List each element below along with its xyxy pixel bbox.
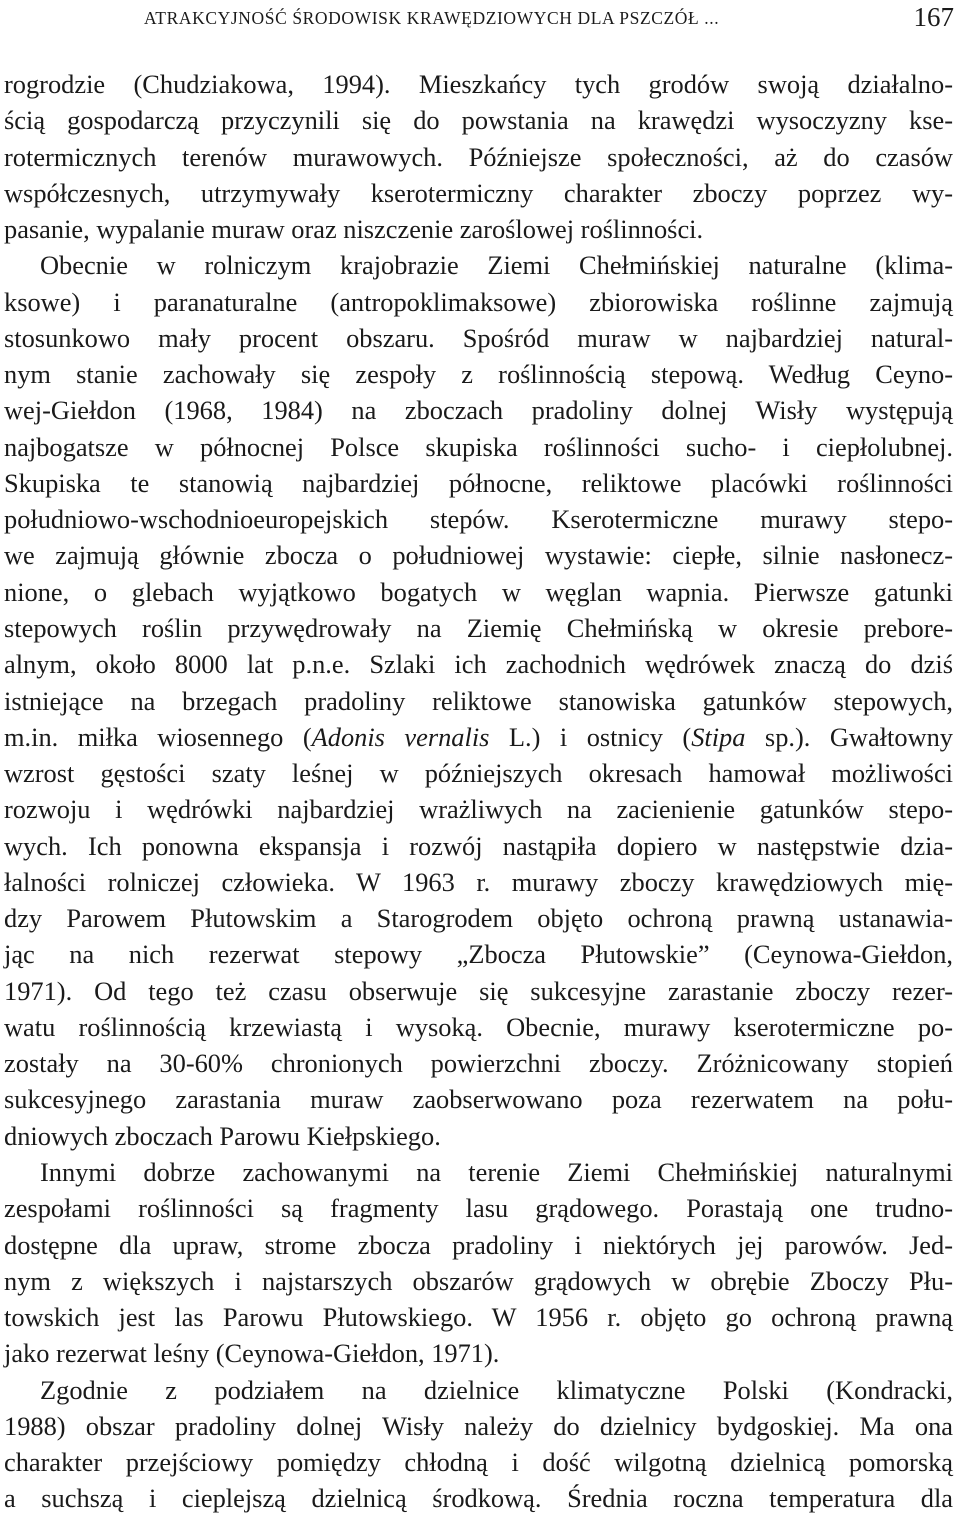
- text-line: stepowych roślin przywędrowały na Ziemię Chełmińską w okresie prebore-: [4, 612, 953, 643]
- text-line: jąc na nich rezerwat stepowy „Zbocza Płutowskie” (Ceynowa-Giełdon,: [4, 939, 953, 970]
- text-line: pasanie, wypalanie muraw oraz niszczenie zaroślowej roślinności.: [4, 214, 704, 245]
- text-line: jako rezerwat leśny (Ceynowa-Giełdon, 1971).: [4, 1338, 500, 1369]
- text-line: południowo-wschodnioeuropejskich stepów. Kserotermiczne murawy stepo-: [4, 504, 953, 535]
- text-fragment: sp.). Gwałtowny: [745, 721, 953, 752]
- text-line: dzy Parowem Płutowskim a Starogrodem objęto ochroną prawną ustanawia-: [4, 903, 953, 934]
- text-line: watu roślinnością krzewiastą i wysoką. Obecnie, murawy kserotermiczne po-: [4, 1011, 953, 1042]
- page-number: 167: [913, 2, 954, 32]
- text-line: dostępne dla upraw, strome zbocza pradoliny i niektórych jej parowów. Jed-: [4, 1229, 953, 1260]
- text-line: nym z większych i najstarszych obszarów grądowych w obrębie Zboczy Płu-: [4, 1265, 953, 1296]
- text-line: Skupiska te stanowią najbardziej północne, reliktowe placówki roślinności: [4, 467, 953, 498]
- running-title: ATRAKCYJNOŚĆ ŚRODOWISK KRAWĘDZIOWYCH DLA PSZCZÓŁ ...: [144, 8, 720, 28]
- text-line: najbogatsze w północnej Polsce skupiska roślinności sucho- i ciepłolubnej.: [4, 431, 953, 462]
- text-line: rogrodzie (Chudziakowa, 1994). Mieszkańcy tych grodów swoją działalno-: [4, 69, 953, 99]
- text-line: nione, o glebach wyjątkowo bogatych w węglan wapnia. Pierwsze gatunki: [4, 576, 953, 607]
- species-name-stipa: Stipa: [691, 721, 746, 752]
- text-fragment: m.in. miłka wiosennego (: [4, 721, 312, 752]
- text-line: współczesnych, utrzymywały kserotermiczny charakter zboczy poprzez wy-: [4, 177, 953, 208]
- text-line: 1988) obszar pradoliny dolnej Wisły należy do dzielnicy bydgoskiej. Ma ona: [4, 1410, 953, 1441]
- text-line: Innymi dobrze zachowanymi na terenie Ziemi Chełmińskiej naturalnymi: [40, 1156, 953, 1187]
- text-line: zespołami roślinności są fragmenty lasu grądowego. Porastają one trudno-: [4, 1193, 953, 1224]
- text-line: wzrost gęstości szaty leśnej w późniejszych okresach hamował możliwości: [4, 758, 953, 789]
- text-line: 1971). Od tego też czasu obserwuje się sukcesyjne zarastanie zboczy rezer-: [4, 975, 953, 1006]
- text-line: wych. Ich ponowna ekspansja i rozwój nastąpiła dopiero w następstwie dzia-: [4, 830, 953, 861]
- text-line: towskich jest las Parowu Płutowskiego. W 1956 r. objęto go ochroną prawną: [4, 1302, 953, 1333]
- text-line: alnym, około 8000 lat p.n.e. Szlaki ich zachodnich wędrówek znaczą do dziś: [4, 649, 953, 680]
- text-line: we zajmują głównie zbocza o południowej wystawie: ciepłe, silnie nasłonecz-: [4, 540, 953, 571]
- body-text: [4, 66, 953, 1517]
- text-line: sukcesyjnego zarastania muraw zaobserwowano poza rezerwatem na połu-: [4, 1084, 953, 1115]
- text-line: ścią gospodarczą przyczynili się do powstania na krawędzi wysoczyzny kse-: [4, 105, 953, 136]
- text-line: dniowych zboczach Parowu Kiełpskiego.: [4, 1120, 441, 1151]
- text-line: nym stanie zachowały się zespoły z roślinnością stepową. Według Ceyno-: [4, 359, 953, 390]
- text-line: istniejące na brzegach pradoliny reliktowe stanowiska gatunków stepowych,: [4, 685, 953, 716]
- text-line: ksowe) i paranaturalne (antropoklimaksowe) zbiorowiska roślinne zajmują: [4, 286, 953, 317]
- text-line: rozwoju i wędrówki najbardziej wrażliwych na zacienienie gatunków stepo-: [4, 794, 953, 825]
- text-line: wej-Giełdon (1968, 1984) na zboczach pradoliny dolnej Wisły występują: [4, 395, 953, 426]
- text-line: charakter przejściowy pomiędzy chłodną i dość wilgotną dzielnicą pomorską: [4, 1447, 953, 1478]
- text-line: Obecnie w rolniczym krajobrazie Ziemi Chełmińskiej naturalne (klima-: [40, 250, 953, 281]
- species-name-adonis: Adonis vernalis: [311, 721, 490, 752]
- text-line: Zgodnie z podziałem na dzielnice klimatyczne Polski (Kondracki,: [40, 1374, 953, 1405]
- text-line: rotermicznych terenów murawowych. Późniejsze społeczności, aż do czasów: [4, 141, 953, 172]
- text-line: zostały na 30-60% chronionych powierzchni zboczy. Zróżnicowany stopień: [4, 1048, 953, 1079]
- page-header: [4, 2, 954, 36]
- text-line: [4, 719, 953, 755]
- text-line: łalności rolniczej człowieka. W 1963 r. murawy zboczy krawędziowych mię-: [4, 866, 953, 897]
- text-fragment: L.) i ostnicy (: [489, 721, 692, 752]
- text-line: a suchszą i cieplejszą dzielnicą środkową. Średnia roczna temperatura dla: [4, 1483, 953, 1514]
- text-line: stosunkowo mały procent obszaru. Spośród muraw w najbardziej natural-: [4, 322, 953, 353]
